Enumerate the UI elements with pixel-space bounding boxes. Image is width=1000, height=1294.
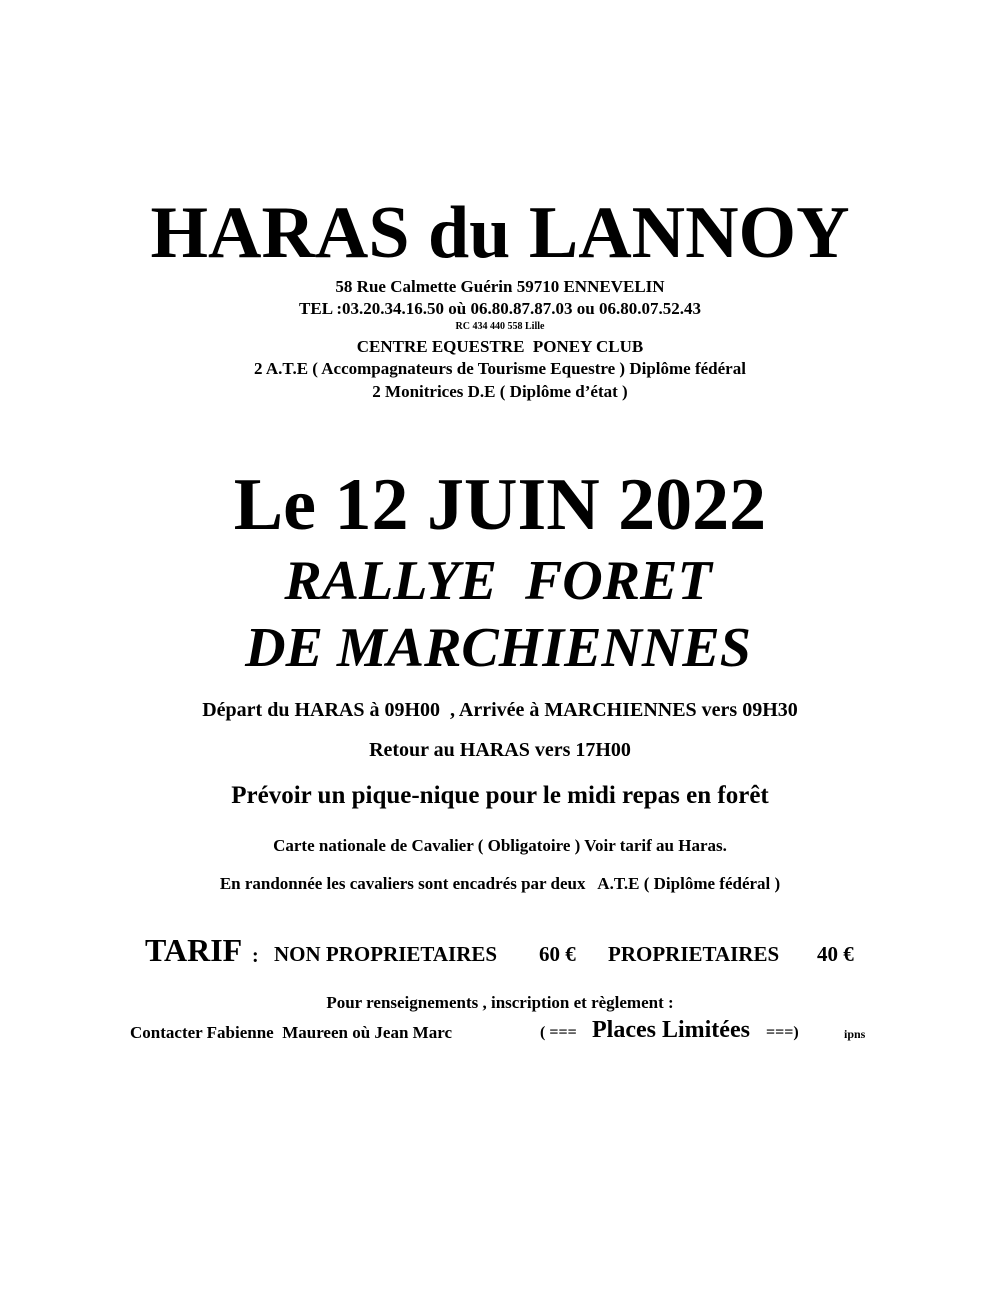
renseignements-heading: Pour renseignements , inscription et règlement : <box>326 993 674 1012</box>
return-info: Retour au HARAS vers 17H00 <box>369 739 631 761</box>
proprietaires-price: 40 € <box>817 942 854 966</box>
monitrices-staff: 2 Monitrices D.E ( Diplôme d’état ) <box>372 382 628 401</box>
tarif-row <box>145 934 865 974</box>
picnic-info: Prévoir un pique-nique pour le midi repas en forêt <box>231 782 769 809</box>
places-limitees: Places Limitées <box>592 1017 750 1043</box>
tarif-colon: : <box>252 945 259 967</box>
non-proprietaires-label: NON PROPRIETAIRES <box>274 942 498 966</box>
places-open-marker: ( === <box>540 1024 577 1041</box>
contact-row <box>130 1016 890 1050</box>
proprietaires-label: PROPRIETAIRES <box>608 942 780 966</box>
ipns-mark: ipns <box>844 1027 866 1041</box>
card-info: Carte nationale de Cavalier ( Obligatoire ) Voir tarif au Haras. <box>273 836 727 855</box>
supervision-info: En randonnée les cavaliers sont encadrés par deux A.T.E ( Diplôme fédéral ) <box>219 874 781 893</box>
event-date: Le 12 JUIN 2022 <box>233 464 767 546</box>
tarif-label: TARIF <box>145 932 243 968</box>
event-title-line1: RALLYE FORET <box>284 550 712 612</box>
departure-info: Départ du HARAS à 09H00 , Arrivée à MARCHIENNES vers 09H30 <box>202 699 798 721</box>
page-title: HARAS du LANNOY <box>150 192 850 274</box>
contact-names: Contacter Fabienne Maureen où Jean Marc <box>130 1023 453 1042</box>
phone-numbers: TEL :03.20.34.16.50 où 06.80.87.87.03 ou 06.80.07.52.43 <box>299 299 701 318</box>
places-close-marker: ===) <box>766 1024 799 1041</box>
event-title-line2: DE MARCHIENNES <box>245 617 751 679</box>
address: 58 Rue Calmette Guérin 59710 ENNEVELIN <box>335 277 665 296</box>
ate-staff: 2 A.T.E ( Accompagnateurs de Tourisme Equestre ) Diplôme fédéral <box>254 359 746 378</box>
rc-number: RC 434 440 558 Lille <box>455 321 545 332</box>
non-proprietaires-price: 60 € <box>539 942 576 966</box>
centre-type: CENTRE EQUESTRE PONEY CLUB <box>356 337 644 356</box>
